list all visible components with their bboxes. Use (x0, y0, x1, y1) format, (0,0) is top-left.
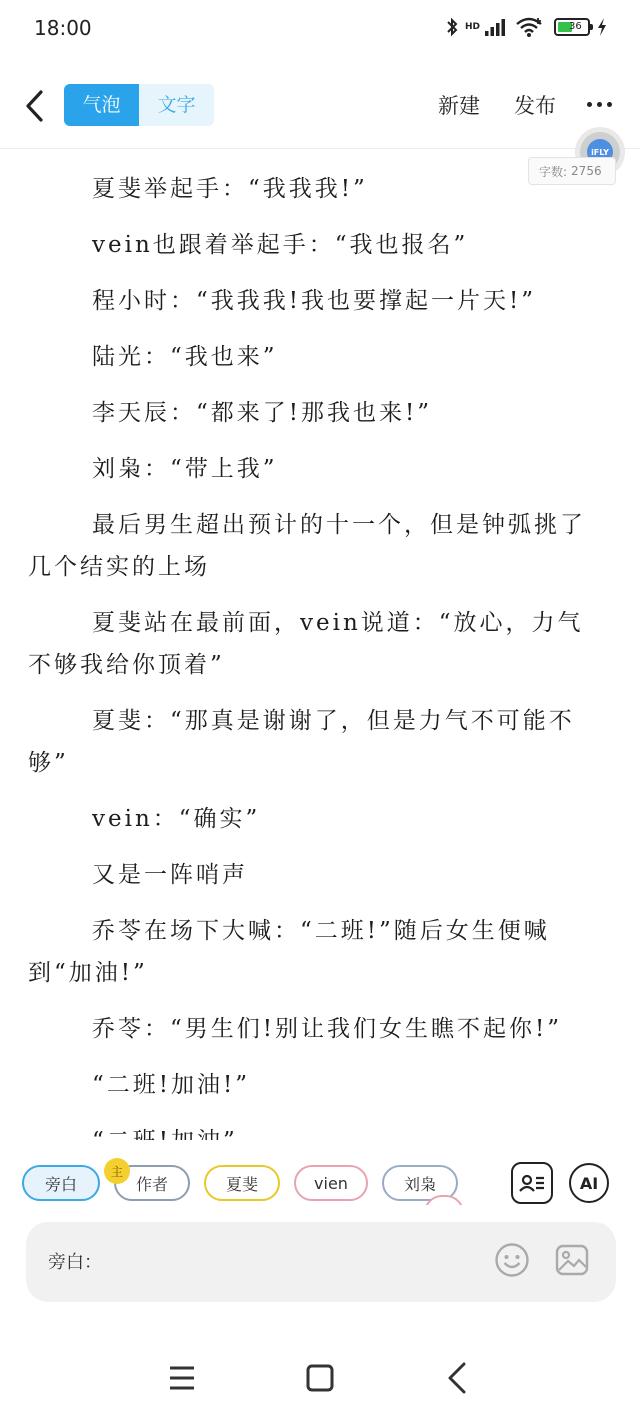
paragraph[interactable]: 最后男生超出预计的十一个，但是钟弧挑了几个结实的上场 (28, 512, 586, 580)
bluetooth-icon (445, 16, 459, 38)
role-chip-vien[interactable]: vien (294, 1165, 368, 1201)
word-count-label: 字数: (539, 164, 568, 179)
paragraph[interactable]: vein：“确实” (92, 806, 261, 832)
mode-switch (64, 84, 214, 126)
menu-icon[interactable] (162, 1358, 202, 1398)
home-icon[interactable] (300, 1358, 340, 1398)
signal-icon (484, 17, 508, 37)
tab-text[interactable]: 文字 (157, 94, 196, 116)
charging-icon (596, 17, 608, 37)
paragraph[interactable]: “二班!加油!” (92, 1072, 251, 1098)
role-chip-xiafei[interactable]: 夏斐 (204, 1165, 280, 1201)
system-nav-bar (0, 1330, 640, 1422)
role-roster-button[interactable] (511, 1162, 553, 1204)
paragraph[interactable]: 夏斐举起手：“我我我!” (92, 176, 368, 202)
new-button[interactable]: 新建 (438, 94, 480, 118)
contact-card-icon (518, 1171, 546, 1195)
role-input-panel (0, 1140, 640, 1330)
ifly-logo-icon: iFLY (587, 139, 613, 165)
status-bar (0, 0, 640, 62)
status-time: 18:00 (34, 16, 92, 40)
back-button[interactable] (14, 84, 54, 128)
paragraph[interactable]: 刘枭：“带上我” (92, 456, 278, 482)
paragraph[interactable]: 李天辰：“都来了!那我也来!” (92, 400, 433, 426)
chevron-left-icon (23, 89, 45, 123)
role-chip-narrator[interactable]: 旁白 (22, 1165, 100, 1201)
toolbar-divider (0, 148, 640, 149)
word-count-value: 2756 (571, 164, 602, 178)
ai-button[interactable]: AI (569, 1163, 609, 1203)
role-chip-author[interactable]: 作者 (114, 1165, 190, 1201)
more-options-icon[interactable] (587, 102, 612, 107)
battery-level: 36 (569, 21, 582, 32)
role-chip-list (22, 1165, 492, 1205)
input-role-label: 旁白： (48, 1252, 102, 1273)
paragraph[interactable]: 程小时：“我我我!我也要撑起一片天!” (92, 288, 537, 314)
paragraph[interactable]: 乔苓：“男生们!别让我们女生瞧不起你!” (92, 1016, 563, 1042)
image-icon[interactable] (554, 1242, 590, 1278)
paragraph[interactable]: 乔苓在场下大喊：“二班!”随后女生便喊到“加油!” (28, 918, 550, 986)
battery-icon (554, 18, 590, 36)
paragraph[interactable]: vein也跟着举起手：“我也报名” (92, 232, 469, 258)
editor-content[interactable] (28, 168, 608, 1176)
dialogue-input[interactable] (26, 1222, 616, 1302)
main-role-badge: 主 (104, 1158, 130, 1184)
paragraph[interactable]: 又是一阵哨声 (92, 862, 248, 888)
back-nav-icon[interactable] (438, 1358, 478, 1398)
network-type-label: HD (464, 22, 480, 32)
editor-toolbar (0, 72, 640, 144)
publish-button[interactable]: 发布 (514, 94, 556, 118)
paragraph[interactable]: 陆光：“我也来” (92, 344, 278, 370)
paragraph[interactable]: 夏斐站在最前面，vein说道：“放心，力气不够我给你顶着” (28, 610, 584, 678)
paragraph[interactable]: 夏斐：“那真是谢谢了，但是力气不可能不够” (28, 708, 575, 776)
role-chip-liuxiao[interactable]: 刘枭 (382, 1165, 458, 1201)
emoji-icon[interactable] (494, 1242, 530, 1278)
wifi-icon (514, 16, 544, 38)
status-icons (445, 16, 608, 38)
tab-bubble[interactable]: 气泡 (64, 84, 139, 126)
